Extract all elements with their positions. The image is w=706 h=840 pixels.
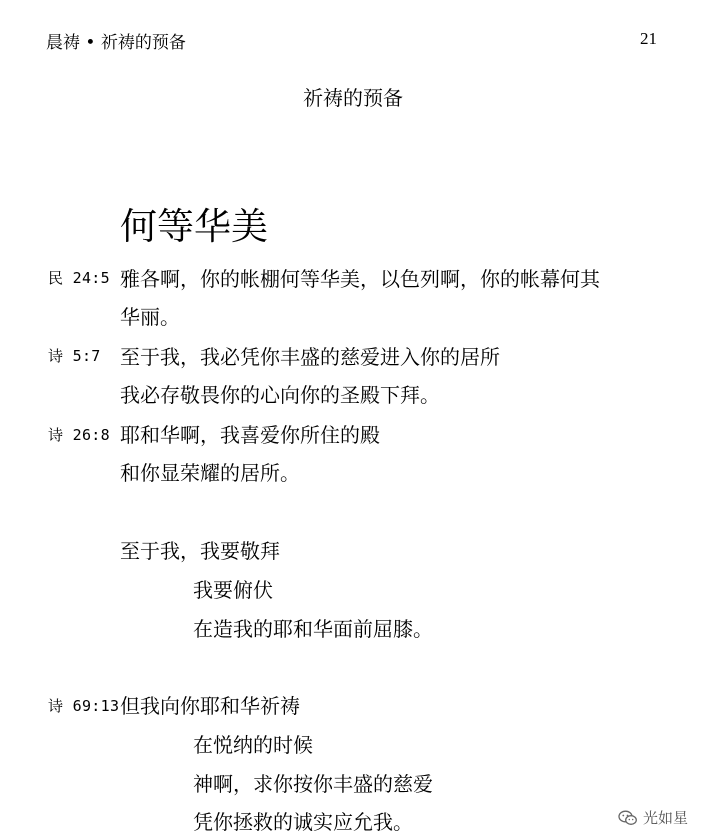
verse-line: 雅各啊，你的帐棚何等华美，以色列啊，你的帐幕何其 — [120, 267, 600, 291]
response-line: 至于我，我要敬拜 — [120, 539, 280, 563]
page-number: 21 — [640, 29, 657, 48]
verse-line: 神啊，求你按你丰盛的慈爱 — [193, 772, 433, 796]
verse-line: 凭你拯救的诚实应允我。 — [193, 810, 413, 834]
watermark — [618, 807, 688, 828]
verse-line: 耶和华啊，我喜爱你所住的殿 — [120, 423, 380, 447]
page-heading: 何等华美 — [120, 205, 268, 248]
verse-reference: 诗 26:8 — [48, 426, 110, 444]
section-title: 祈祷的预备 — [303, 86, 403, 110]
verse-line: 和你显荣耀的居所。 — [120, 461, 300, 485]
response-line: 在造我的耶和华面前屈膝。 — [193, 617, 433, 641]
verse-line: 至于我，我必凭你丰盛的慈爱进入你的居所 — [120, 345, 500, 369]
verse-line: 在悦纳的时候 — [193, 733, 313, 757]
wechat-icon — [618, 810, 638, 826]
verse-line: 华丽。 — [120, 305, 180, 329]
verse-reference: 诗 5:7 — [48, 347, 101, 365]
watermark-text: 光如星 — [642, 809, 688, 827]
verse-line: 我必存敬畏你的心向你的圣殿下拜。 — [120, 383, 440, 407]
verse-reference: 诗 69:13 — [48, 697, 120, 715]
response-line: 我要俯伏 — [193, 578, 273, 602]
verse-line: 但我向你耶和华祈祷 — [120, 694, 300, 718]
verse-reference: 民 24:5 — [48, 269, 110, 287]
running-head: 晨祷 • 祈祷的预备 — [46, 33, 186, 53]
